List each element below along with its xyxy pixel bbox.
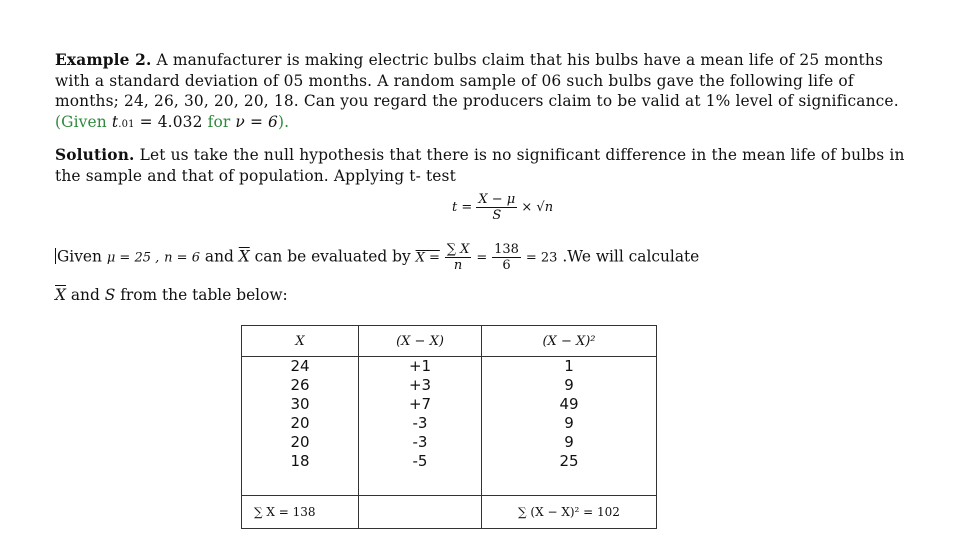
given-eq: = 4.032 — [139, 112, 203, 131]
given-line — [55, 242, 699, 273]
col-x — [242, 357, 359, 496]
t-formula — [452, 192, 553, 223]
formula-den: S — [492, 208, 502, 223]
x-value: 26 — [290, 376, 310, 394]
formula-num: X − μ — [478, 192, 516, 207]
sum-squared-cell: ∑ (X − X)² = 102 — [482, 496, 657, 529]
given-word: Given — [57, 247, 102, 266]
and-word: and — [204, 247, 234, 266]
mean-fraction — [445, 242, 472, 273]
deviation-value: +3 — [408, 376, 432, 394]
solution-heading: Solution. — [55, 146, 135, 164]
given-for: for — [207, 112, 231, 131]
example-paragraph — [55, 50, 905, 135]
data-table — [241, 325, 657, 529]
value-num: 138 — [494, 242, 519, 257]
x-value: 24 — [290, 357, 310, 375]
deviation-value: -3 — [412, 414, 428, 432]
xbar-symbol-2: $\overline{X}$ — [55, 286, 66, 304]
table-header-row — [242, 326, 657, 357]
header-x: X — [242, 326, 359, 357]
deviation-value: +7 — [408, 395, 432, 413]
col-squared — [482, 357, 657, 496]
solution-text: Let us take the null hypothesis that there is no significant difference in the mean life of bulbs in the sample and that of population. Applying t- test — [55, 146, 905, 185]
squared-value: 49 — [559, 395, 579, 413]
evaluated-text: can be evaluated by — [254, 247, 411, 266]
table-values-row — [242, 357, 657, 496]
squared-value: 9 — [564, 414, 574, 432]
squared-value: 1 — [564, 357, 574, 375]
formula-lhs: t = — [452, 200, 473, 215]
table-intro-line — [55, 286, 288, 304]
header-squared: (X − X)² — [482, 326, 657, 357]
deviation-value: +1 — [408, 357, 432, 375]
given-nu: ν = 6 — [235, 112, 279, 131]
deviation-value: -3 — [412, 433, 428, 451]
table-total-row — [242, 496, 657, 529]
given-t: t — [111, 112, 119, 131]
x-value: 30 — [290, 395, 310, 413]
squared-value: 9 — [564, 376, 574, 394]
table-intro-text: from the table below: — [120, 286, 288, 304]
eq-sign: = — [476, 250, 488, 266]
formula-fraction — [476, 192, 517, 223]
mu-expr: μ = 25 , — [106, 250, 160, 266]
given-sub: .01 — [118, 118, 135, 130]
formula-times: × √n — [521, 200, 554, 215]
text-cursor — [55, 248, 56, 264]
empty-cell — [359, 496, 482, 529]
solution-paragraph — [55, 145, 905, 186]
sum-x-num: ∑ X — [446, 242, 470, 257]
s-symbol: S — [104, 286, 116, 304]
col-deviation — [359, 357, 482, 496]
sum-x-cell: ∑ X = 138 — [242, 496, 359, 529]
n-expr: n = 6 — [164, 250, 200, 266]
x-value: 20 — [290, 414, 310, 432]
x-value: 20 — [290, 433, 310, 451]
squared-value: 9 — [564, 433, 574, 451]
value-den: 6 — [502, 258, 511, 273]
mean-result: = 23 — [525, 250, 558, 266]
value-fraction — [492, 242, 521, 273]
and-word-2: and — [70, 286, 100, 304]
example-text: A manufacturer is making electric bulbs claim that his bulbs have a mean life of 25 months with a standard deviation of 05 months. A random sample of 06 such bulbs gave the following life of months; 24, 26, 30, 20, 20, 18. Can you regard the producers claim to be valid at 1% level of significance. — [55, 51, 899, 110]
sum-x-den: n — [453, 258, 463, 273]
xbar-symbol: $\overline{X}$ — [238, 247, 250, 266]
example-heading: Example 2. — [55, 51, 152, 69]
xbar-eq: X = — [415, 250, 440, 266]
squared-value: 25 — [559, 452, 579, 470]
x-value: 18 — [290, 452, 310, 470]
header-deviation: (X − X) — [359, 326, 482, 357]
calculate-text: .We will calculate — [562, 247, 700, 266]
deviation-value: -5 — [412, 452, 428, 470]
given-note: (Given t.01 = 4.032 for ν = 6). — [55, 112, 290, 131]
